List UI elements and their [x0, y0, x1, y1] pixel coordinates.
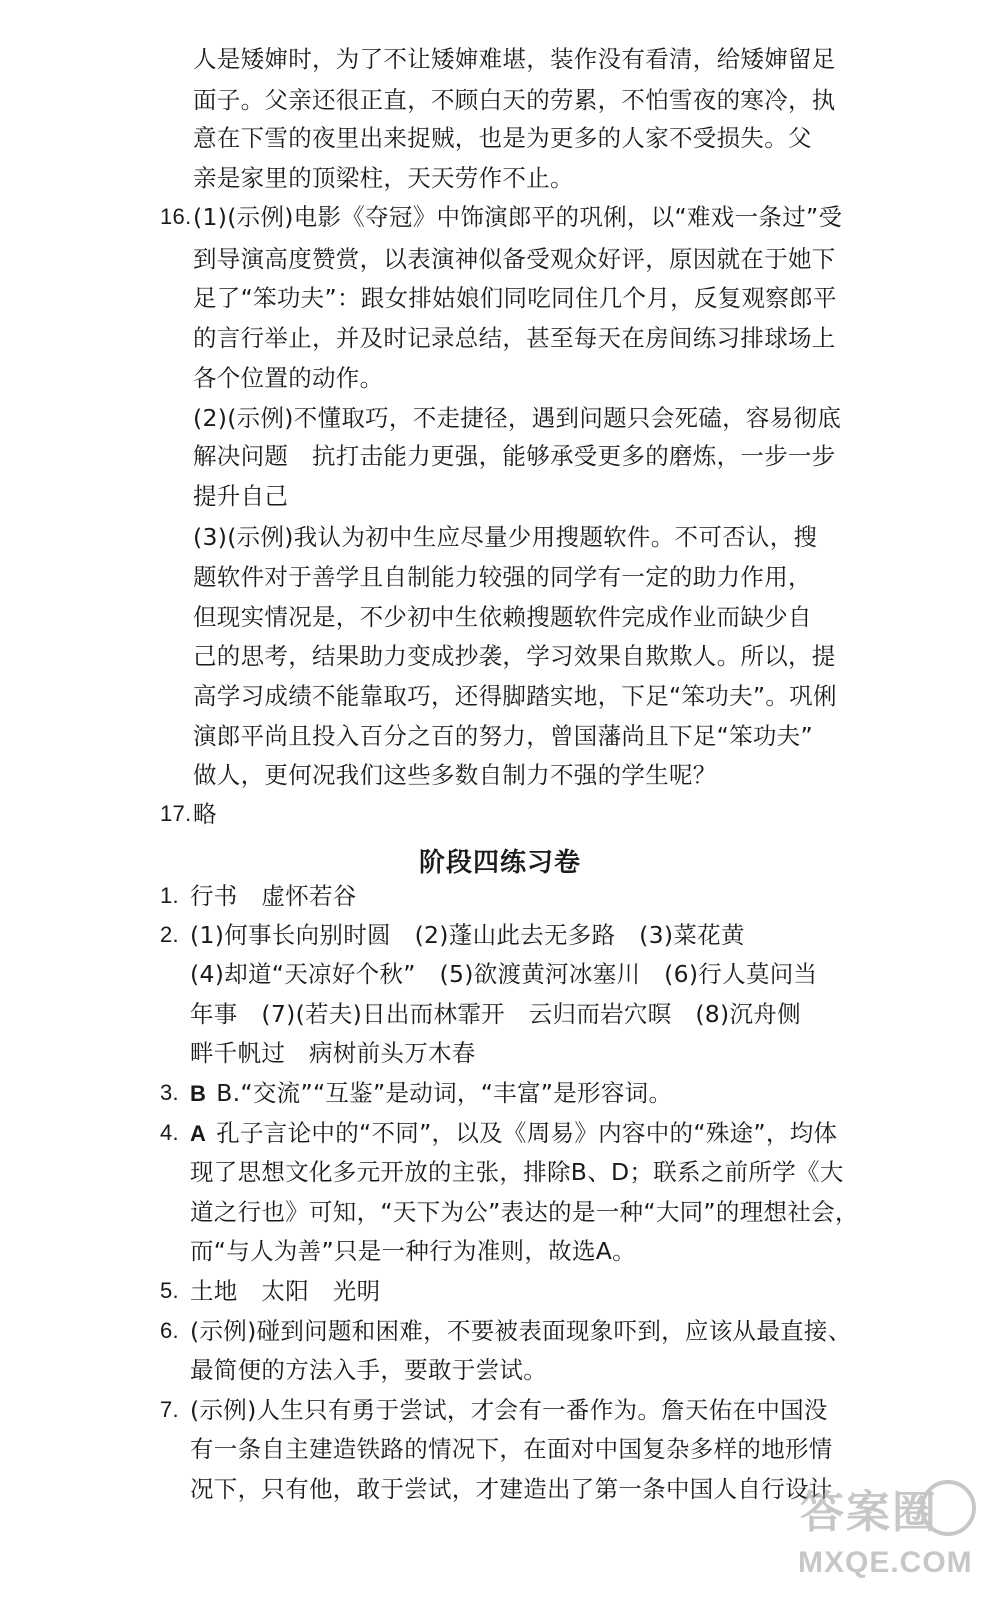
text-line: 而“与人为善”只是一种行为准则，故选A。 [190, 1237, 636, 1265]
question-number: 6. [160, 1318, 179, 1343]
answer-choice: A [190, 1121, 207, 1146]
watermark-seal-icon [920, 1480, 976, 1536]
text-line: 畔千帆过 病树前头万木春 [190, 1039, 476, 1067]
section-title: 阶段四练习卷 [418, 848, 581, 878]
question-number: 7. [160, 1397, 179, 1422]
text-line: (1)何事长向别时圆 (2)蓬山此去无多路 (3)菜花黄 [190, 921, 745, 949]
text-line: 题软件对于善学且自制能力较强的同学有一定的助力作用， [193, 563, 812, 591]
text-line: 意在下雪的夜里出来捉贼，也是为更多的人家不受损失。父 [193, 124, 812, 152]
text-line: 有一条自主建造铁路的情况下，在面对中国复杂多样的地形情 [190, 1435, 833, 1463]
answer-line [190, 1118, 837, 1149]
watermark-bottom-text: MXQE.COM [798, 1546, 973, 1579]
watermark-logo [792, 1476, 982, 1586]
text-line: 提升自己 [193, 482, 289, 510]
text-line: (示例)碰到问题和困难，不要被表面现象吓到，应该从最直接、 [190, 1317, 852, 1345]
text-line: 但现实情况是，不少初中生依赖搜题软件完成作业而缺少自 [193, 603, 812, 631]
text-line: 人是矮婶时，为了不让矮婶难堪，装作没有看清，给矮婶留足 [193, 45, 836, 73]
text-line: 己的思考，结果助力变成抄袭，学习效果自欺欺人。所以，提 [193, 642, 836, 670]
text-line: 最简便的方法入手，要敢于尝试。 [190, 1356, 547, 1384]
text-line: 各个位置的动作。 [193, 364, 384, 392]
text-line: (1)(示例)电影《夺冠》中饰演郎平的巩俐，以“难戏一条过”受 [193, 203, 843, 231]
text-line: 道之行也》可知，“天下为公”表达的是一种“大同”的理想社会， [190, 1198, 859, 1226]
text-line: 演郎平尚且投入百分之百的努力，曾国藩尚且下足“笨功夫” [193, 722, 813, 750]
text-line: (2)(示例)不懂取巧，不走捷径，遇到问题只会死磕，容易彻底 [193, 404, 842, 432]
question-number: 4. [160, 1120, 179, 1145]
text-line: 亲是家里的顶梁柱，天天劳作不止。 [193, 164, 574, 192]
text-line: 孔子言论中的“不同”，以及《周易》内容中的“殊途”，均体 [216, 1119, 838, 1147]
question-number: 2. [160, 922, 179, 947]
text-line: 行书 虚怀若谷 [190, 882, 357, 910]
text-line: 足了“笨功夫”：跟女排姑娘们同吃同住几个月，反复观察郎平 [193, 284, 837, 312]
question-number: 5. [160, 1278, 179, 1303]
text-line: (4)却道“天凉好个秋” (5)欲渡黄河冰塞川 (6)行人莫问当 [190, 960, 818, 988]
watermark-top-text: 答案圈 [800, 1488, 938, 1537]
text-line: 略 [193, 800, 217, 828]
text-line: (3)(示例)我认为初中生应尽量少用搜题软件。不可否认，搜 [193, 523, 818, 551]
text-line: B.“交流”“互鉴”是动词，“丰富”是形容词。 [216, 1079, 673, 1107]
question-number: 1. [160, 883, 179, 908]
answer-choice: B [190, 1081, 207, 1106]
text-line: 年事 (7)(若夫)日出而林霏开 云归而岩穴暝 (8)沉舟侧 [190, 1000, 801, 1028]
text-line: 现了思想文化多元开放的主张，排除B、D；联系之前所学《大 [190, 1158, 844, 1186]
text-line: 高学习成绩不能靠取巧，还得脚踏实地，下足“笨功夫”。巩俐 [193, 682, 837, 710]
text-line: 土地 太阳 光明 [190, 1277, 381, 1305]
text-line: 面子。父亲还很正直，不顾白天的劳累，不怕雪夜的寒冷，执 [193, 86, 836, 114]
text-line: 的言行举止，并及时记录总结，甚至每天在房间练习排球场上 [193, 324, 836, 352]
text-line: (示例)人生只有勇于尝试，才会有一番作为。詹天佑在中国没 [190, 1396, 828, 1424]
question-number: 3. [160, 1080, 179, 1105]
text-line: 到导演高度赞赏，以表演神似备受观众好评，原因就在于她下 [193, 245, 836, 273]
text-line: 解决问题 抗打击能力更强，能够承受更多的磨炼，一步一步 [193, 442, 836, 470]
text-line: 况下，只有他，敢于尝试，才建造出了第一条中国人自行设计 [190, 1475, 833, 1503]
question-number: 17. [160, 801, 192, 826]
answer-line [190, 1078, 672, 1109]
text-line: 做人，更何况我们这些多数自制力不强的学生呢？ [193, 761, 717, 789]
question-number: 16. [160, 204, 192, 229]
